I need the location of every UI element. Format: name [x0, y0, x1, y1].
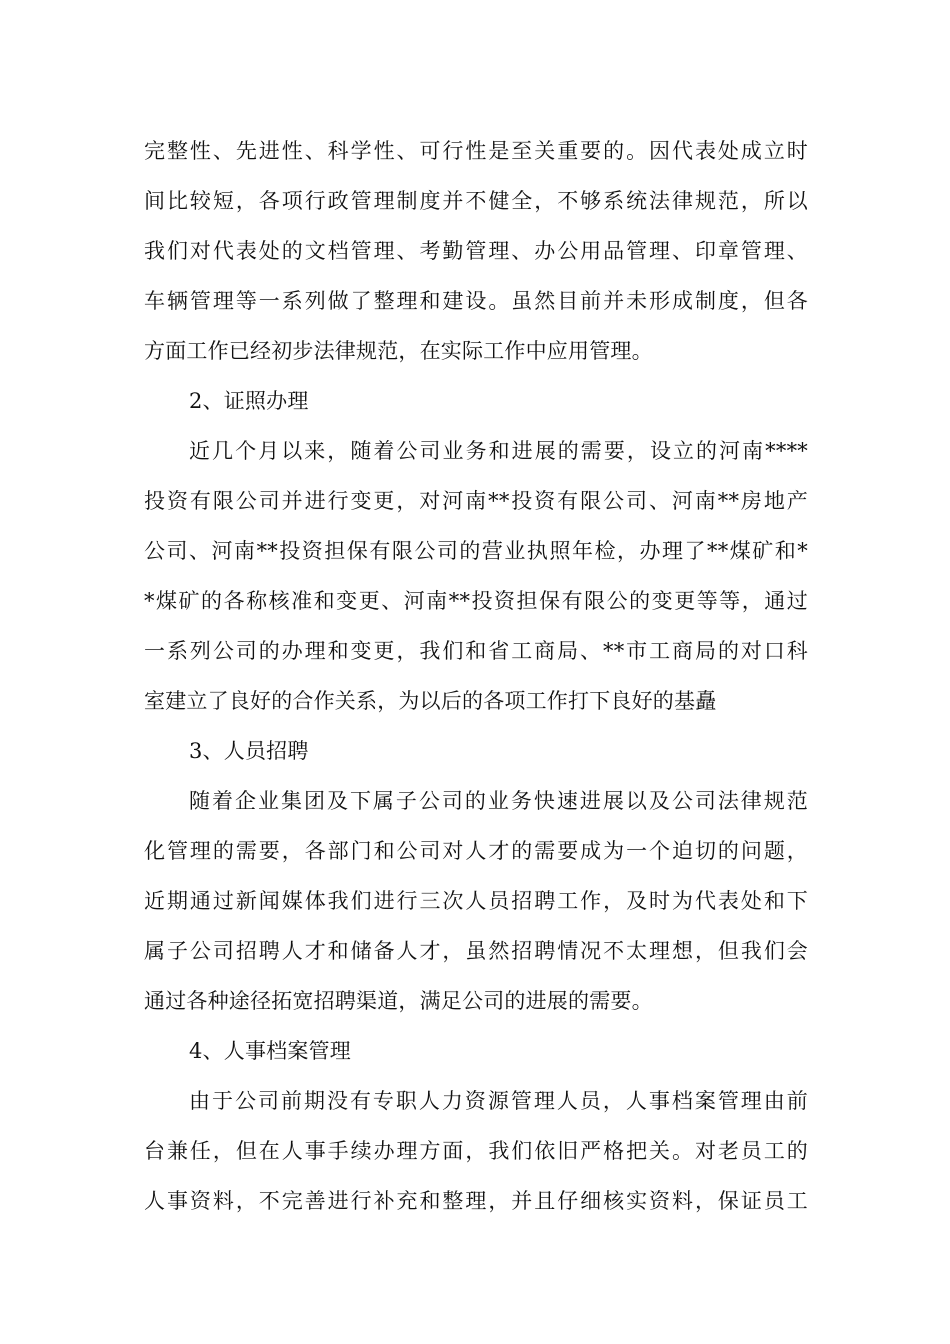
section-heading: 4、人事档案管理	[189, 1039, 351, 1063]
text-line: 近期通过新闻媒体我们进行三次人员招聘工作，及时为代表处和下	[144, 889, 808, 913]
text-line: 间比较短，各项行政管理制度并不健全，不够系统法律规范，所以	[144, 189, 808, 213]
text-line: 车辆管理等一系列做了整理和建设。虽然目前并未形成制度，但各	[144, 289, 808, 313]
text-line: 我们对代表处的文档管理、考勤管理、办公用品管理、印章管理、	[144, 239, 808, 263]
text-line: *煤矿的各称核准和变更、河南**投资担保有限公的变更等等，通过	[144, 589, 808, 613]
text-line: 随着企业集团及下属子公司的业务快速进展以及公司法律规范	[189, 789, 808, 813]
text-line: 属子公司招聘人才和储备人才，虽然招聘情况不太理想，但我们会	[144, 939, 808, 963]
text-line: 通过各种途径拓宽招聘渠道，满足公司的进展的需要。	[144, 989, 653, 1013]
text-line: 台兼任，但在人事手续办理方面，我们依旧严格把关。对老员工的	[144, 1139, 808, 1163]
text-line: 一系列公司的办理和变更，我们和省工商局、**市工商局的对口科	[144, 639, 808, 663]
text-line: 完整性、先进性、科学性、可行性是至关重要的。因代表处成立时	[144, 139, 808, 163]
text-line: 化管理的需要，各部门和公司对人才的需要成为一个迫切的问题，	[144, 839, 808, 863]
text-line: 近几个月以来，随着公司业务和进展的需要，设立的河南****	[189, 439, 808, 463]
text-line: 投资有限公司并进行变更，对河南**投资有限公司、河南**房地产	[144, 489, 808, 513]
text-line: 由于公司前期没有专职人力资源管理人员，人事档案管理由前	[189, 1089, 808, 1113]
text-line: 公司、河南**投资担保有限公司的营业执照年检，办理了**煤矿和*	[144, 539, 808, 563]
section-heading: 2、证照办理	[189, 389, 309, 413]
section-heading: 3、人员招聘	[189, 739, 309, 763]
text-line: 方面工作已经初步法律规范，在实际工作中应用管理。	[144, 339, 653, 363]
text-line: 室建立了良好的合作关系，为以后的各项工作打下良好的基矗	[144, 689, 717, 713]
text-line: 人事资料，不完善进行补充和整理，并且仔细核实资料，保证员工	[144, 1189, 808, 1213]
